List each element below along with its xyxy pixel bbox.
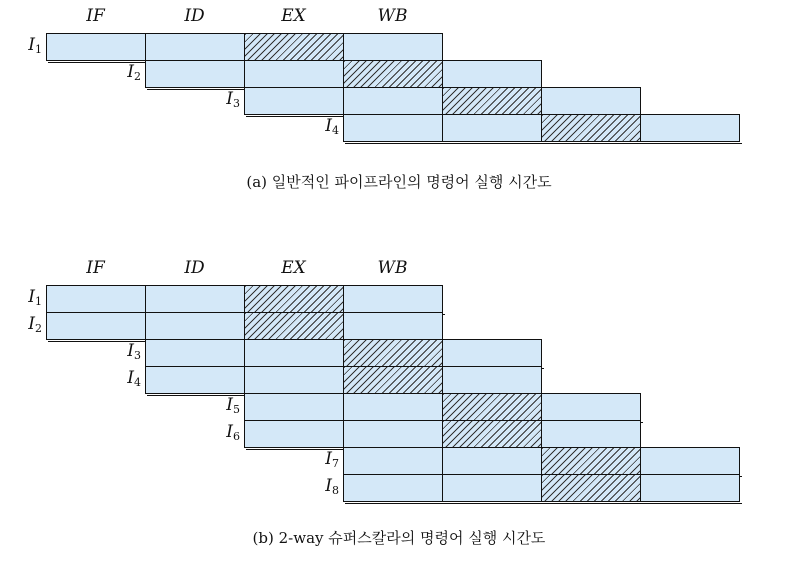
- instruction-label: $I_8$: [325, 476, 339, 497]
- row-shadow: [48, 314, 445, 342]
- stage-label-id: ID: [184, 258, 205, 278]
- row-shadow: [246, 89, 643, 117]
- row-shadow: [147, 62, 544, 90]
- stage-label-id: ID: [184, 6, 205, 26]
- instruction-label: $I_5$: [226, 395, 240, 416]
- stage-label-if: IF: [86, 258, 105, 278]
- row-shadow: [345, 449, 742, 477]
- row-shadow: [345, 116, 742, 144]
- stage-label-wb: WB: [377, 6, 408, 26]
- instruction-label: $I_6$: [226, 422, 240, 443]
- row-shadow: [345, 476, 742, 504]
- row-shadow: [147, 341, 544, 369]
- caption-b: (b) 2-way 슈퍼스칼라의 명령어 실행 시간도: [252, 529, 546, 547]
- instruction-label: $I_1$: [28, 35, 42, 56]
- stage-label-ex: EX: [281, 258, 306, 278]
- instruction-label: $I_2$: [127, 62, 141, 83]
- row-shadow: [246, 395, 643, 423]
- instruction-label: $I_4$: [325, 116, 339, 137]
- instruction-label: $I_7$: [325, 449, 339, 470]
- caption-a: (a) 일반적인 파이프라인의 명령어 실행 시간도: [246, 173, 552, 191]
- row-shadow: [48, 35, 445, 63]
- instruction-label: $I_2$: [28, 314, 42, 335]
- stage-label-wb: WB: [377, 258, 408, 278]
- row-shadow: [48, 287, 445, 315]
- stage-label-if: IF: [86, 6, 105, 26]
- instruction-label: $I_3$: [226, 89, 240, 110]
- instruction-label: $I_4$: [127, 368, 141, 389]
- row-shadow: [246, 422, 643, 450]
- instruction-label: $I_3$: [127, 341, 141, 362]
- row-shadow: [147, 368, 544, 396]
- instruction-label: $I_1$: [28, 287, 42, 308]
- stage-label-ex: EX: [281, 6, 306, 26]
